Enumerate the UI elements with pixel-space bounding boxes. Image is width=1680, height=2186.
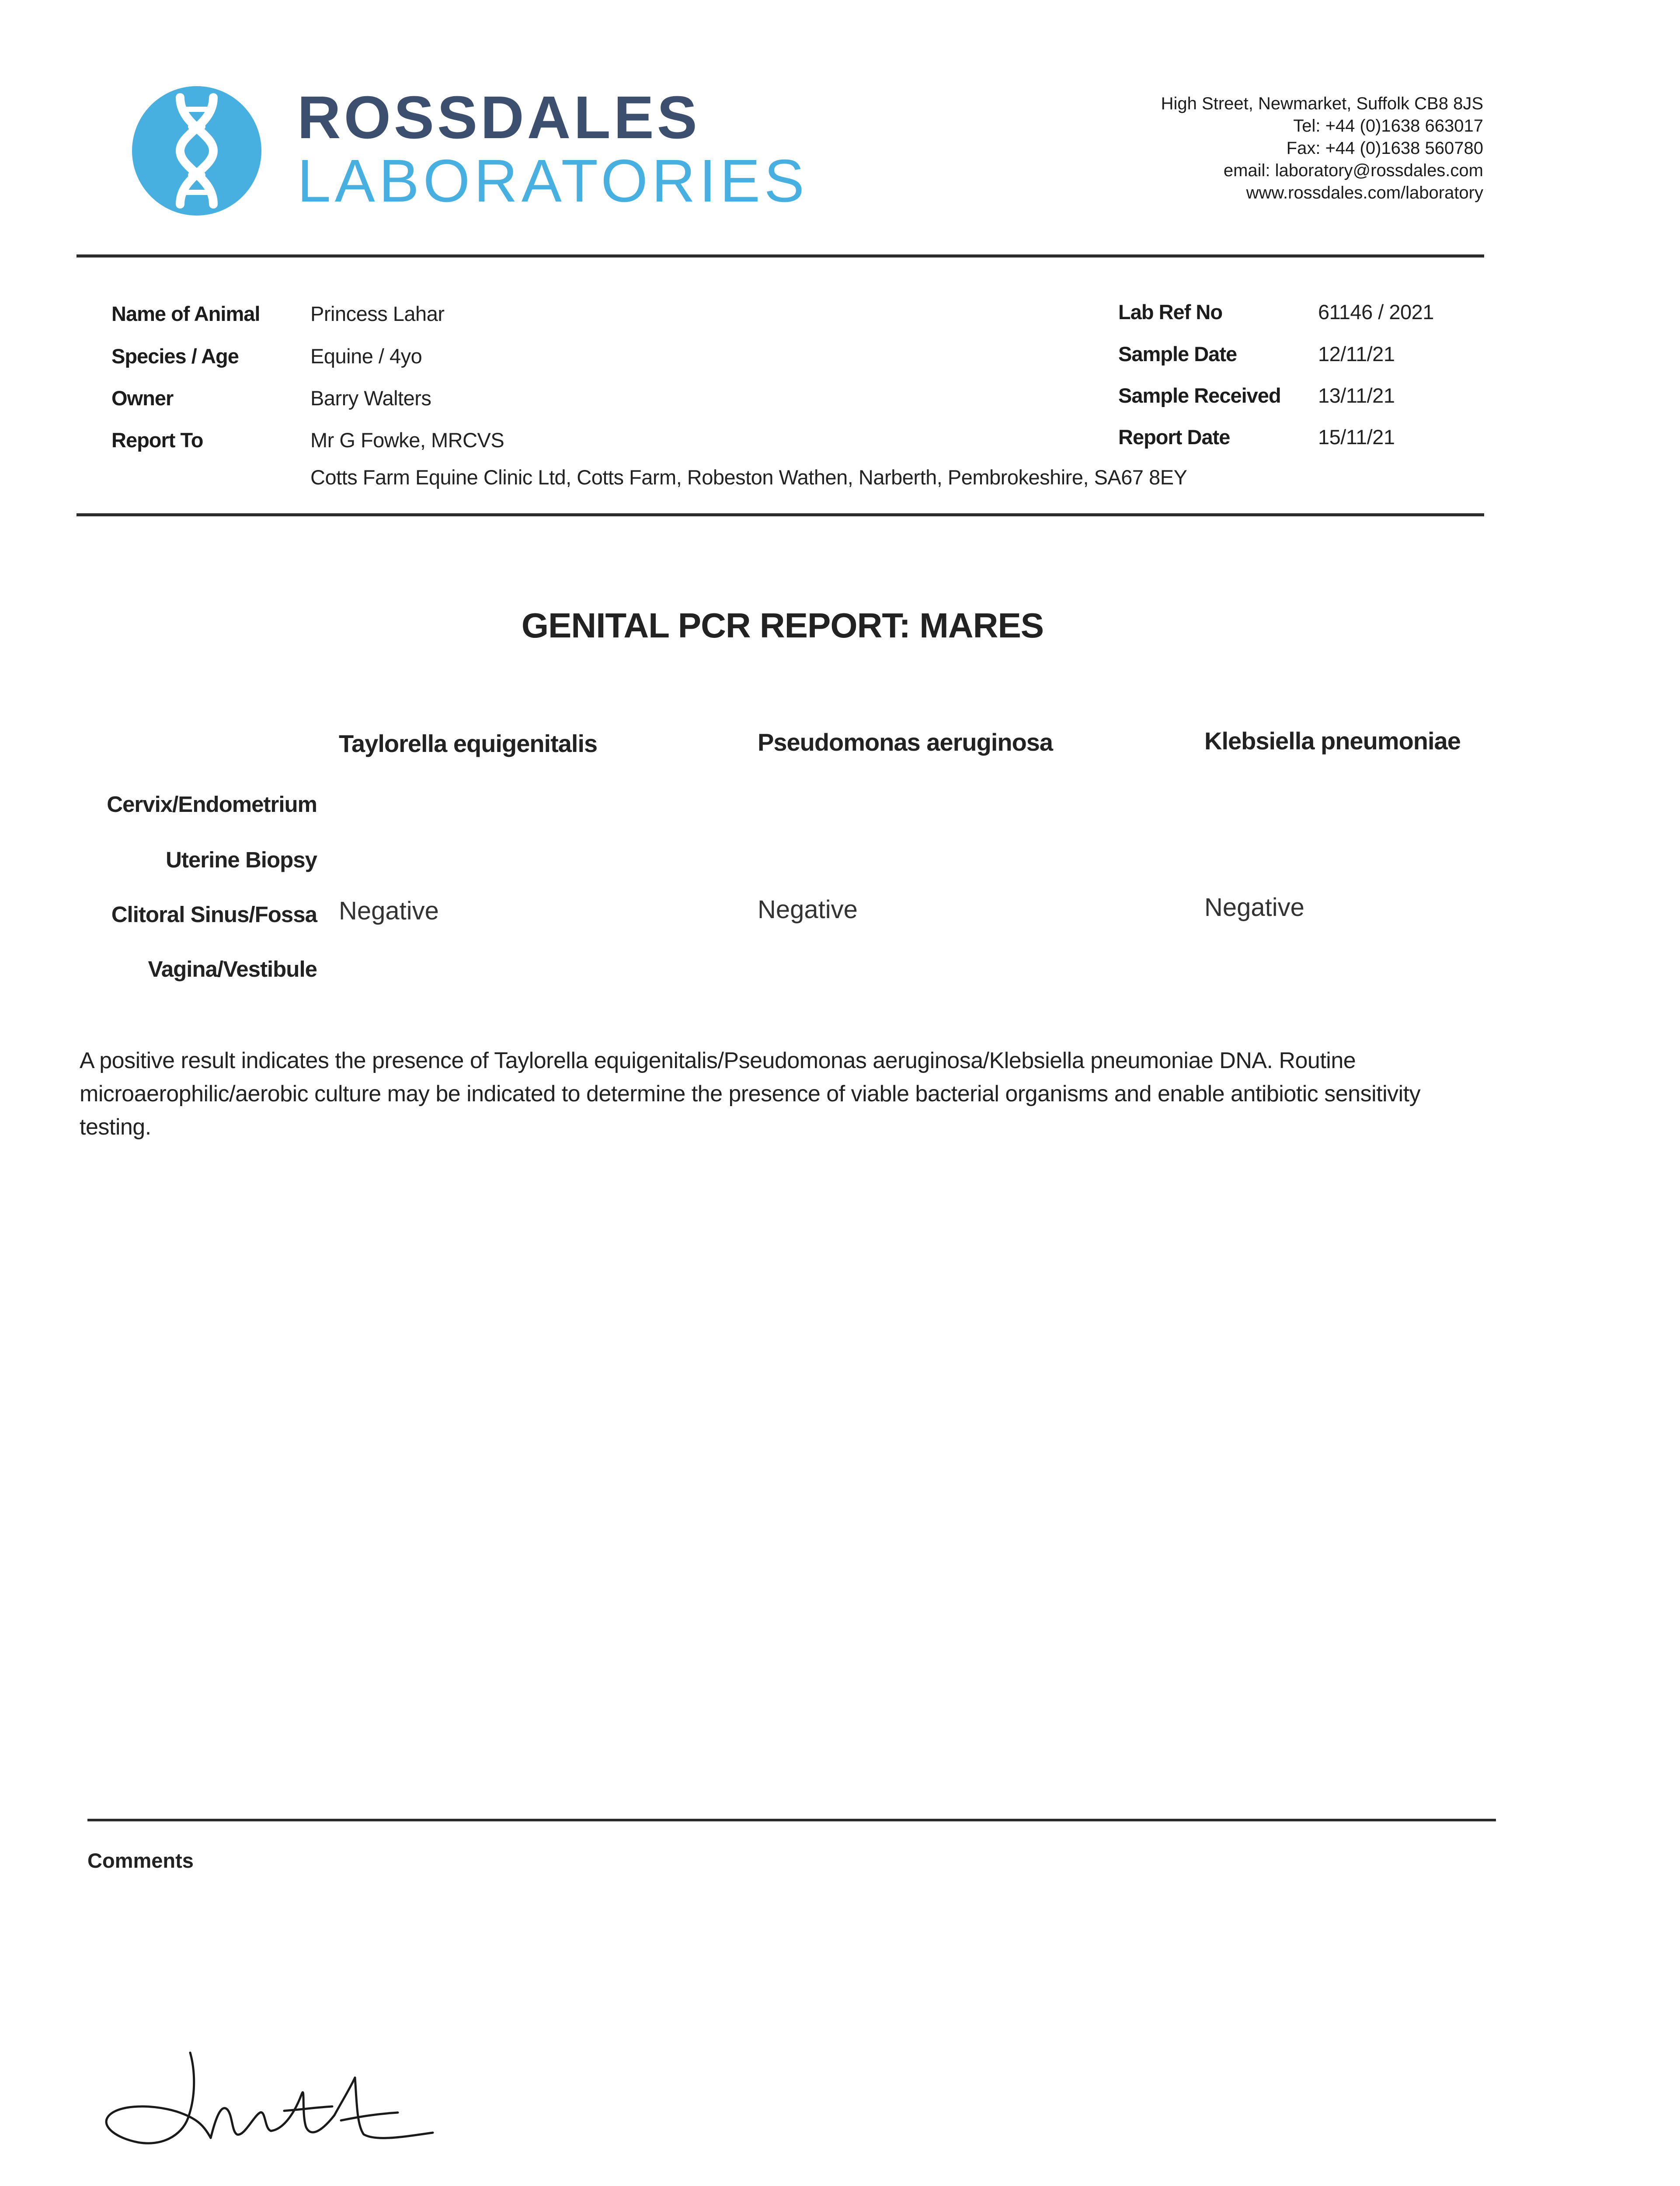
owner-label: Owner — [111, 386, 174, 410]
column-header-taylorella: Taylorella equigenitalis — [339, 730, 598, 757]
sample-received-label: Sample Received — [1118, 384, 1281, 407]
address-website[interactable]: www.rossdales.com/laboratory — [1246, 183, 1483, 202]
brand-name-line1: ROSSDALES — [297, 84, 700, 151]
address-email[interactable]: email: laboratory@rossdales.com — [1223, 161, 1483, 180]
column-header-klebsiella: Klebsiella pneumoniae — [1204, 727, 1461, 755]
animal-name-label: Name of Animal — [111, 302, 260, 325]
comments-label: Comments — [87, 1849, 194, 1872]
address-street: High Street, Newmarket, Suffolk CB8 8JS — [1161, 94, 1483, 113]
lab-ref-value: 61146 / 2021 — [1318, 300, 1434, 324]
row-label-uterine-biopsy: Uterine Biopsy — [166, 847, 317, 872]
address-fax: Fax: +44 (0)1638 560780 — [1286, 139, 1483, 158]
report-date-value: 15/11/21 — [1318, 425, 1395, 449]
sample-date-label: Sample Date — [1118, 342, 1237, 365]
species-age-label: Species / Age — [111, 345, 239, 368]
sample-received-value: 13/11/21 — [1318, 384, 1395, 407]
info-divider — [77, 513, 1484, 516]
row-label-vagina-vestibule: Vagina/Vestibule — [148, 957, 317, 982]
lab-ref-label: Lab Ref No — [1118, 300, 1223, 324]
result-clitoral-pseudomonas: Negative — [758, 895, 858, 924]
sample-date-value: 12/11/21 — [1318, 342, 1395, 365]
address-tel: Tel: +44 (0)1638 663017 — [1293, 116, 1483, 136]
dna-helix-icon — [131, 85, 262, 216]
comments-divider — [87, 1819, 1496, 1821]
owner-value: Barry Walters — [310, 386, 431, 410]
lab-address-block — [1161, 93, 1483, 204]
row-label-clitoral-sinus-fossa: Clitoral Sinus/Fossa — [111, 902, 317, 927]
column-header-pseudomonas: Pseudomonas aeruginosa — [758, 728, 1053, 756]
report-date-label: Report Date — [1118, 425, 1230, 449]
report-title: GENITAL PCR REPORT: MARES — [521, 606, 1044, 645]
interpretation-note: A positive result indicates the presence of Taylorella equigenitalis/Pseudomonas aeruginosa/Klebsiella pneumoniae DNA. Routine microaerophilic/aerobic culture may be indicated to determine the presence of viable bacterial organisms and enable antibiotic sensitivity testing. — [80, 1048, 1421, 1140]
result-clitoral-taylorella: Negative — [339, 897, 439, 925]
header-divider — [77, 254, 1484, 258]
row-label-cervix-endometrium: Cervix/Endometrium — [107, 792, 317, 817]
handwritten-signature — [96, 2037, 463, 2155]
species-age-value: Equine / 4yo — [310, 345, 422, 368]
result-clitoral-klebsiella: Negative — [1204, 893, 1304, 922]
brand-name-line2: LABORATORIES — [297, 147, 808, 215]
animal-name-value: Princess Lahar — [310, 302, 445, 325]
report-to-value: Mr G Fowke, MRCVS — [310, 428, 504, 452]
report-to-label: Report To — [111, 428, 203, 452]
report-to-address: Cotts Farm Equine Clinic Ltd, Cotts Farm, Robeston Wathen, Narberth, Pembrokeshire, SA67 8EY — [310, 466, 1187, 489]
